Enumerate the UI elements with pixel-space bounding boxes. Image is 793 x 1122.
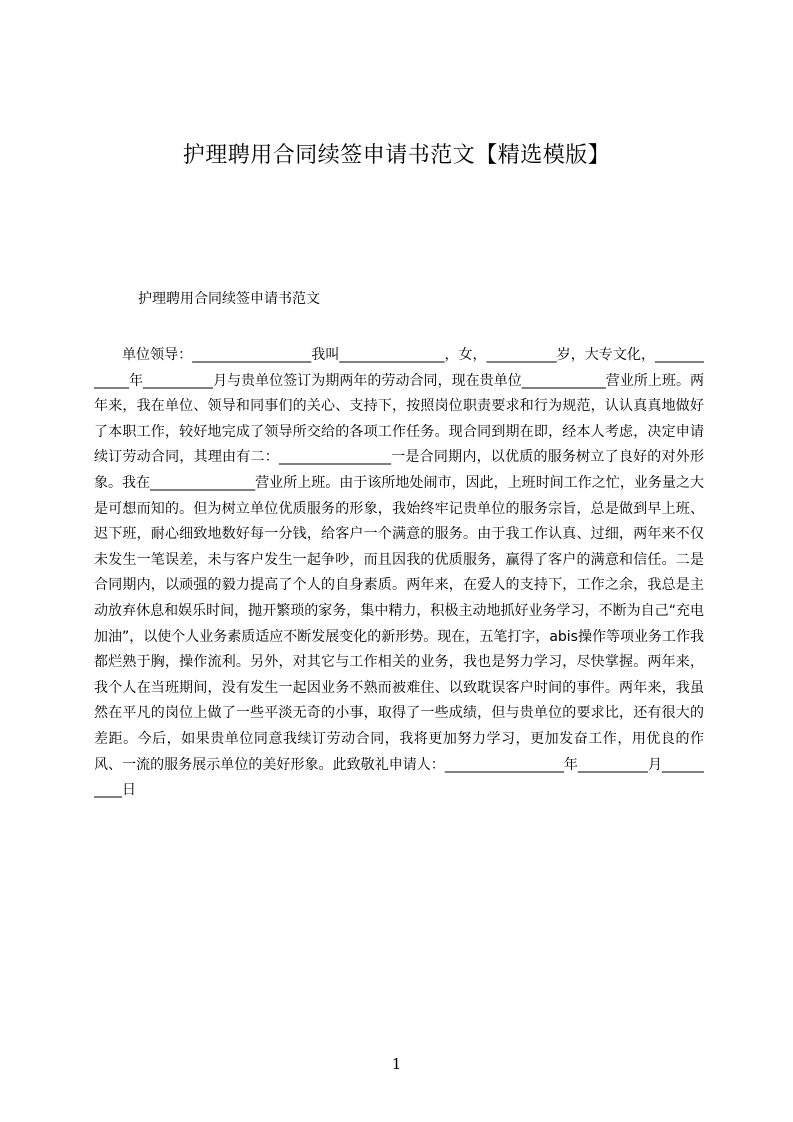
page-number: 1 — [391, 1055, 402, 1073]
document-title: 护理聘用合同续签申请书范文【精选模版】 — [182, 143, 611, 168]
document-subtitle: 护理聘用合同续签申请书范文 — [138, 291, 320, 307]
application-letter-body: 单位领导：_________________我叫_______________，女，__________岁，大专文化，____________年__________月与贵单位签订为期两年的劳动合同，现在贵单位____________营业所上班。两年来，我在单位、领导和同事们的关心、支持下，按照岗位职责要求和行为规范，认认真真地做好了本职工作，较好地完成了领导所交给的各项工作任务。现合同到期在即，经本人考虑，决定申请续订劳动合同，其理由有二：________________一是合同期内，以优质的服务树立了良好的对外形象。我在_______________营业所上班。由于该所地处闹市，因此，上班时间工作之忙，业务量之大是可想而知的。但为树立单位优质服务的形象，我始终牢记贵单位的服务宗旨，总是做到早上班、迟下班，耐心细致地数好每一分钱，给客户一个满意的服务。由于我工作认真、过细，两年来不仅未发生一笔误差，未与客户发生一起争吵，而且因我的优质服务，赢得了客户的满意和信任。二是合同期内，以顽强的毅力提高了个人的自身素质。两年来，在爱人的支持下，工作之余，我总是主动放弃休息和娱乐时间，抛开繁琐的家务，集中精力，积极主动地抓好业务学习，不断为自己“充电加油”，以使个人业务素质适应不断发展变化的新形势。现在，五笔打字，abis操作等项业务工作我都烂熟于胸，操作流利。另外，对其它与工作相关的业务，我也是努力学习，尽快掌握。两年来，我个人在当班期间，没有发生一起因业务不熟而被难住、以致耽误客户时间的事件。两年来，我虽然在平凡的岗位上做了一些平淡无奇的小事，取得了一些成绩，但与贵单位的要求比，还有很大的差距。今后，如果贵单位同意我续订劳动合同，我将更加努力学习，更加发奋工作，用优良的作风、一流的服务展示单位的美好形象。此致敬礼申请人：_________________年__________月__________日 — [94, 347, 704, 799]
